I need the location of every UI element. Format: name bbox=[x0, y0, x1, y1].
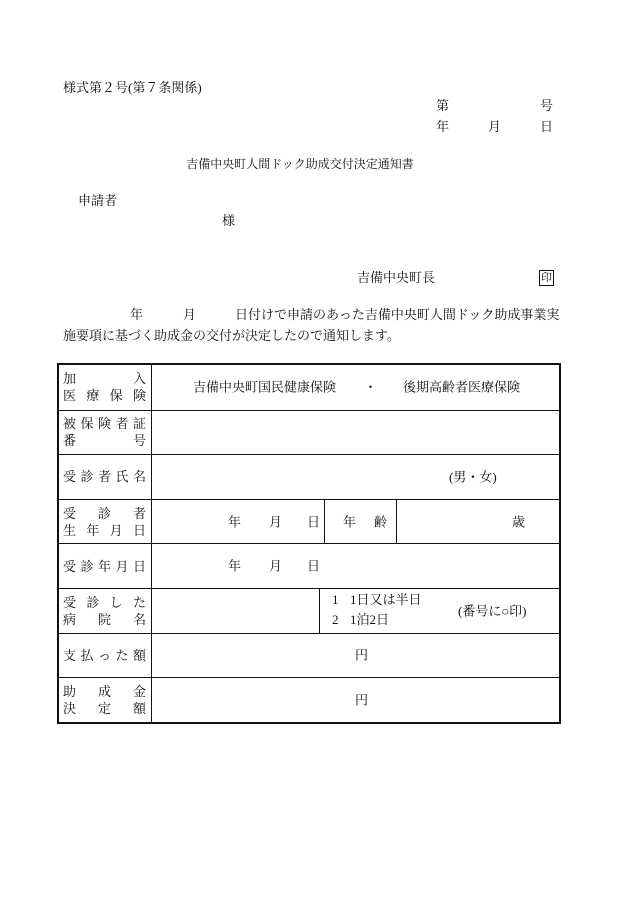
label-line bbox=[63, 558, 146, 575]
row-label bbox=[59, 411, 152, 455]
patient-name-cell bbox=[152, 455, 559, 499]
label-char: 月 bbox=[115, 558, 129, 574]
insurance-option-elderly: 後期高齢者医療保険 bbox=[403, 379, 521, 395]
label-char: 受 bbox=[63, 469, 77, 485]
label-line bbox=[63, 468, 146, 485]
issue-date-month: 月 bbox=[488, 119, 502, 134]
label-char: 院 bbox=[97, 611, 111, 627]
exam-month: 月 bbox=[269, 558, 283, 574]
label-char: 額 bbox=[132, 700, 146, 716]
gender-choice: (男・女) bbox=[449, 469, 497, 485]
label-char: 者 bbox=[97, 469, 111, 485]
birth-month: 月 bbox=[269, 514, 283, 530]
birth-date-cell bbox=[152, 500, 325, 544]
label-line bbox=[63, 522, 146, 539]
label-char: 名 bbox=[132, 611, 146, 627]
label-line bbox=[63, 415, 146, 432]
label-char: た bbox=[132, 594, 146, 610]
stay-option-1-text: 1日又は半日 bbox=[350, 592, 422, 608]
label-char: 払 bbox=[80, 647, 94, 663]
row-birth-date bbox=[59, 499, 559, 544]
exam-year: 年 bbox=[228, 558, 242, 574]
label-line bbox=[63, 594, 146, 611]
age-label-cell bbox=[325, 500, 397, 544]
stay-type-cell bbox=[320, 589, 559, 633]
label-char: 診 bbox=[97, 505, 111, 521]
insurance-option-national: 吉備中央町国民健康保険 bbox=[193, 379, 337, 395]
label-char: 齢 bbox=[373, 514, 387, 530]
age-unit: 歳 bbox=[512, 514, 526, 530]
label-char: 険 bbox=[132, 388, 146, 404]
age-label bbox=[343, 513, 387, 530]
stay-option-1-number: 1 bbox=[332, 592, 339, 608]
row-label bbox=[59, 678, 152, 722]
label-line bbox=[63, 505, 146, 522]
label-char: 日 bbox=[132, 558, 146, 574]
row-label bbox=[59, 500, 152, 544]
label-line bbox=[63, 683, 146, 700]
document-number-suffix: 号 bbox=[540, 98, 554, 113]
label-char: 号 bbox=[132, 433, 146, 449]
label-char: 助 bbox=[63, 683, 77, 699]
row-patient-name bbox=[59, 454, 559, 499]
insured-id-cell bbox=[152, 411, 559, 455]
row-label bbox=[59, 634, 152, 678]
notice-text-line2: 施要項に基づく助成金の交付が決定したので通知します。 bbox=[63, 328, 400, 343]
label-char: た bbox=[115, 647, 129, 663]
label-char: 診 bbox=[80, 558, 94, 574]
row-grant-amount bbox=[59, 677, 559, 722]
label-char: 受 bbox=[63, 558, 77, 574]
label-char: 者 bbox=[132, 505, 146, 521]
label-char: 入 bbox=[132, 371, 146, 387]
label-line bbox=[63, 611, 146, 628]
label-char: 定 bbox=[97, 700, 111, 716]
label-char: 生 bbox=[63, 522, 77, 538]
label-char: 支 bbox=[63, 647, 77, 663]
applicant-honorific: 様 bbox=[222, 213, 236, 228]
row-label bbox=[59, 544, 152, 588]
label-char: 年 bbox=[343, 514, 357, 530]
label-char: 番 bbox=[63, 433, 77, 449]
label-char: っ bbox=[97, 647, 111, 663]
notice-year: 年 bbox=[130, 307, 144, 322]
label-char: 診 bbox=[86, 594, 100, 610]
issue-date-year: 年 bbox=[436, 119, 450, 134]
hospital-name-cell bbox=[152, 589, 320, 633]
label-char: 年 bbox=[97, 558, 111, 574]
label-char: 決 bbox=[63, 700, 77, 716]
label-char: 保 bbox=[109, 388, 123, 404]
label-char: 診 bbox=[80, 469, 94, 485]
label-line bbox=[63, 700, 146, 717]
grant-amount-cell bbox=[152, 678, 559, 722]
label-char: 金 bbox=[132, 683, 146, 699]
stay-option-2-number: 2 bbox=[332, 612, 339, 628]
label-char: 成 bbox=[97, 683, 111, 699]
row-amount-paid bbox=[59, 633, 559, 678]
row-label bbox=[59, 455, 152, 499]
document-title: 吉備中央町人間ドック助成交付決定通知書 bbox=[186, 157, 414, 171]
label-char: 医 bbox=[63, 388, 77, 404]
label-char: 被 bbox=[63, 416, 77, 432]
grant-details-table bbox=[57, 363, 561, 724]
row-insured-id bbox=[59, 410, 559, 455]
label-char: 受 bbox=[63, 505, 77, 521]
label-line bbox=[63, 647, 146, 664]
label-char: 証 bbox=[132, 416, 146, 432]
row-label bbox=[59, 589, 152, 633]
label-line bbox=[63, 387, 146, 404]
grant-amount-unit: 円 bbox=[355, 692, 369, 708]
row-hospital bbox=[59, 588, 559, 633]
applicant-label: 申請者 bbox=[78, 193, 118, 208]
row-label bbox=[59, 365, 152, 410]
label-char: 月 bbox=[109, 522, 123, 538]
label-char: 療 bbox=[86, 388, 100, 404]
exam-date-cell bbox=[152, 544, 559, 588]
amount-paid-cell bbox=[152, 634, 559, 678]
label-char: 病 bbox=[63, 611, 77, 627]
label-char: 受 bbox=[63, 594, 77, 610]
insurance-separator: ・ bbox=[364, 379, 378, 395]
label-line bbox=[63, 432, 146, 449]
birth-year: 年 bbox=[228, 514, 242, 530]
notice-month: 月 bbox=[183, 307, 197, 322]
amount-paid-unit: 円 bbox=[355, 647, 369, 663]
label-char: 名 bbox=[132, 469, 146, 485]
form-code: 様式第２号(第７条関係) bbox=[63, 80, 202, 95]
issuer-name: 吉備中央町長 bbox=[357, 270, 436, 285]
stay-option-note: (番号に○印) bbox=[458, 603, 527, 619]
label-char: 険 bbox=[97, 416, 111, 432]
label-char: 年 bbox=[86, 522, 100, 538]
seal-mark: 印 bbox=[541, 272, 552, 284]
birth-day: 日 bbox=[307, 514, 321, 530]
exam-day: 日 bbox=[307, 558, 321, 574]
stay-option-2-text: 1泊2日 bbox=[350, 612, 390, 628]
insurance-cell bbox=[152, 365, 559, 410]
age-value-cell bbox=[397, 500, 559, 544]
label-line bbox=[63, 370, 146, 387]
label-char: 日 bbox=[132, 522, 146, 538]
document-number-prefix: 第 bbox=[436, 98, 450, 113]
label-char: 加 bbox=[63, 371, 77, 387]
label-char: 額 bbox=[132, 647, 146, 663]
label-char: し bbox=[109, 594, 123, 610]
notice-text-line1: 日付けで申請のあった吉備中央町人間ドック助成事業実 bbox=[235, 307, 560, 322]
row-insurance bbox=[59, 365, 559, 410]
row-exam-date bbox=[59, 543, 559, 588]
label-char: 保 bbox=[80, 416, 94, 432]
label-char: 氏 bbox=[115, 469, 129, 485]
issue-date-day: 日 bbox=[540, 119, 554, 134]
label-char: 者 bbox=[115, 416, 129, 432]
